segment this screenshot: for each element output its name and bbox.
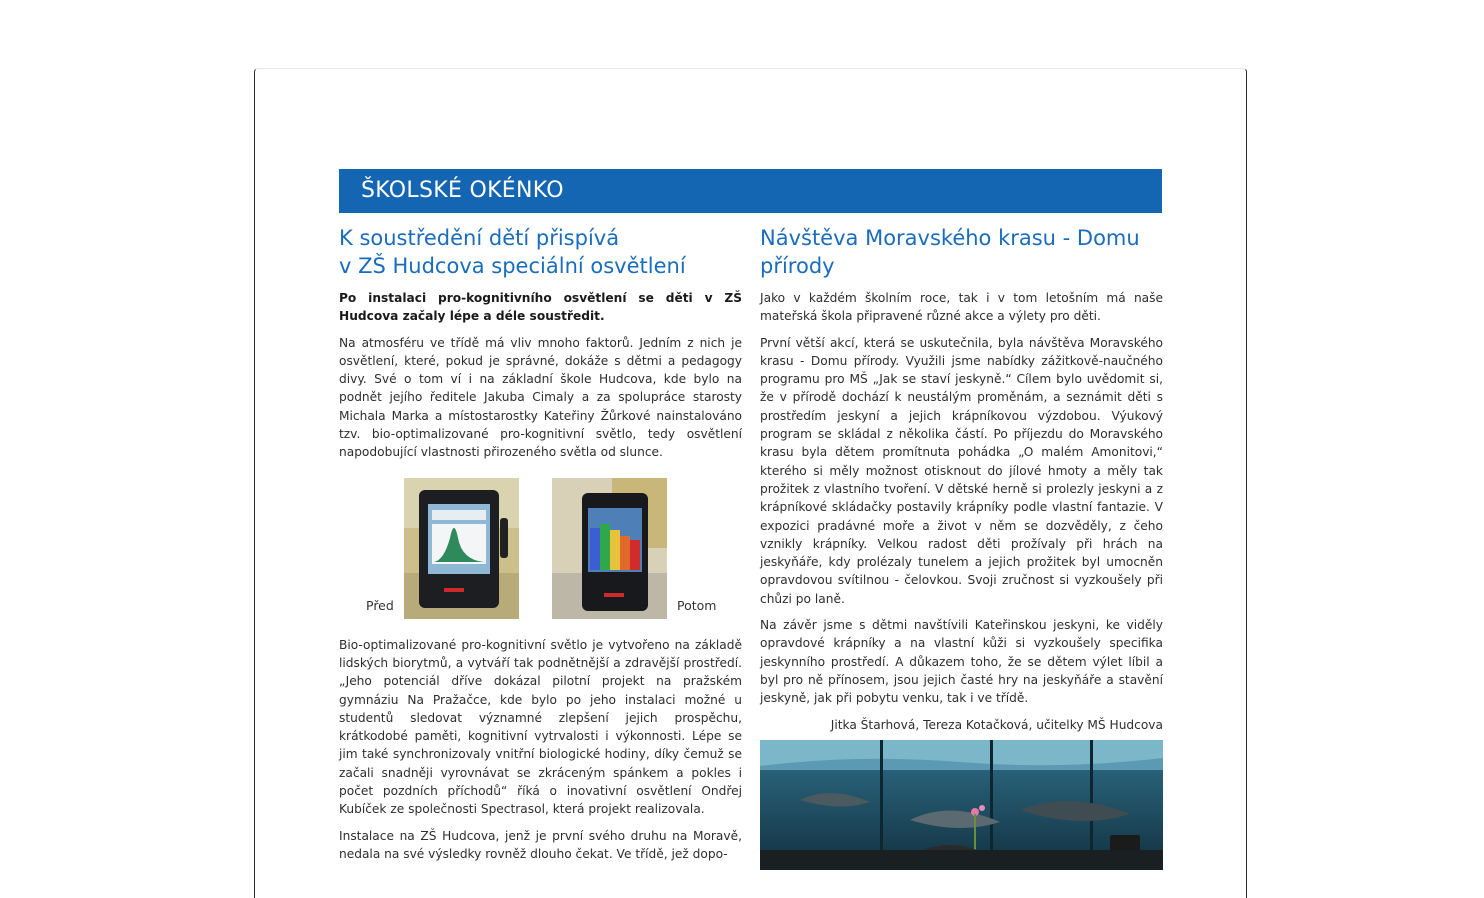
right-paragraph-2: První větší akcí, která se uskutečnila, byla návštěva Moravského krasu - Domu přírody. Využili jsme nabídky zážitkově-naučného programu pro MŠ „Jak se staví jeskyně.“ Cílem bylo uvědomit si, že v přírodě dochází k neustálým proměnám, a seznámit děti s prostředím jeskyní a jejich krápníkovou výzdobou. Výukový program se skládal z několika částí. Po příjezdu do Moravského krasu byla dětem promítnuta pohádka „O malém Amonitovi,“ kterého si měly možnost otisknout do jílové hmoty a měly tak prožitek z vlastního tvoření. V dětské herně si prolezly jeskyni a z krápníkové skládačky postavily krápníky podle vlastní fantazie. V expozici pradávné moře a život v něm se dozvěděly, z čeho vznikly krápníky. Velkou radost děti prožívaly při hrách na jeskyňáře, kdy prolézaly tunelem a jejich prožitek byl umocněn opravdovou svítilnou - čelovkou. Svoji zručnost si vyzkoušely při chůzi po laně. <box>760 335 1163 606</box>
light-meter-figure <box>339 470 742 627</box>
left-title-line2: v ZŠ Hudcova speciální osvětlení <box>339 254 686 278</box>
left-article <box>339 224 742 871</box>
caption-after: Potom <box>677 597 717 613</box>
right-title-line2: přírody <box>760 254 835 278</box>
right-paragraph-3: Na závěr jsme s dětmi navštívili Kateřinskou jeskyni, ke viděly opravdové krápníky a na vlastní kůži si vyzkoušely specifika jeskynního prostředí. A důkazem toho, že se dětem výlet líbil a byl pro ně přínosem, jsou jejich časté hry na jeskyňáře a stavění jeskyně, jak při pobytu venku, tak i ve třídě. <box>760 618 1163 706</box>
light-meter-before-image <box>404 478 519 619</box>
left-article-title <box>339 224 742 280</box>
left-title-line1: K soustředění dětí přispívá <box>339 226 620 250</box>
right-signature: Jitka Štarhová, Tereza Kotačková, učitelky MŠ Hudcova <box>830 717 1163 732</box>
cave-visit-photo <box>760 740 1163 870</box>
right-paragraph-1: Jako v každém školním roce, tak i v tom letošním má naše mateřská škola připravené různé akce a výlety pro děti. <box>760 291 1163 324</box>
light-meter-after-image <box>552 478 667 619</box>
left-paragraph-2: Bio-optimalizované pro-kognitivní světlo je vytvořeno na základě lidských biorytmů, a vytváří tak podnětnější a zdravější prostředí. „Jeho potenciál dříve dokázal pilotní projekt na pražském gymnáziu Na Pražačce, kde bylo po jeho instalaci možné u studentů sledovat významné zlepšení jejich prospěchu, krátkodobé paměti, kognitivní vytrvalosti i výkonnosti. Lépe se jim také synchronizovaly vnitřní biologické hodiny, díky čemuž se začali snadněji vyrovnávat se zkráceným spánkem a pokles i počet pozdních příchodů“ říká o inovativní osvětlení Ondřej Kubíček ze společnosti Spectrasol, která projekt realizovala. <box>339 637 742 817</box>
left-article-lead: Po instalaci pro-kognitivního osvětlení se děti v ZŠ Hudcova začaly lépe a déle soustředit. <box>339 291 742 324</box>
cave-exhibit-image <box>760 740 1163 870</box>
left-paragraph-3: Instalace na ZŠ Hudcova, jenž je první svého druhu na Moravě, nedala na své výsledky rovněž dlouho čekat. Ve třídě, jež dopo- <box>339 828 742 861</box>
right-article-title <box>760 224 1163 280</box>
caption-before: Před <box>366 597 394 613</box>
left-paragraph-1: Na atmosféru ve třídě má vliv mnoho faktorů. Jedním z nich je osvětlení, které, pokud je správné, dokáže s dětmi a pedagogy divy. Své o tom ví i na základní škole Hudcova, kde bylo na podnět jejího ředitele Jakuba Cimaly a za spolupráce starosty Michala Marka a místostarostky Kateřiny Žůrkové nainstalováno tzv. bio-optimalizované pro-kognitivní světlo, tedy osvětlení napodobující vlastnosti přirozeného světla od slunce. <box>339 335 742 460</box>
photo-after <box>552 478 667 619</box>
section-banner <box>339 169 1162 213</box>
photo-before <box>404 478 519 619</box>
section-title: ŠKOLSKÉ OKÉNKO <box>361 178 564 203</box>
right-title-line1: Návštěva Moravského krasu - Domu <box>760 226 1140 250</box>
right-article <box>760 224 1163 742</box>
